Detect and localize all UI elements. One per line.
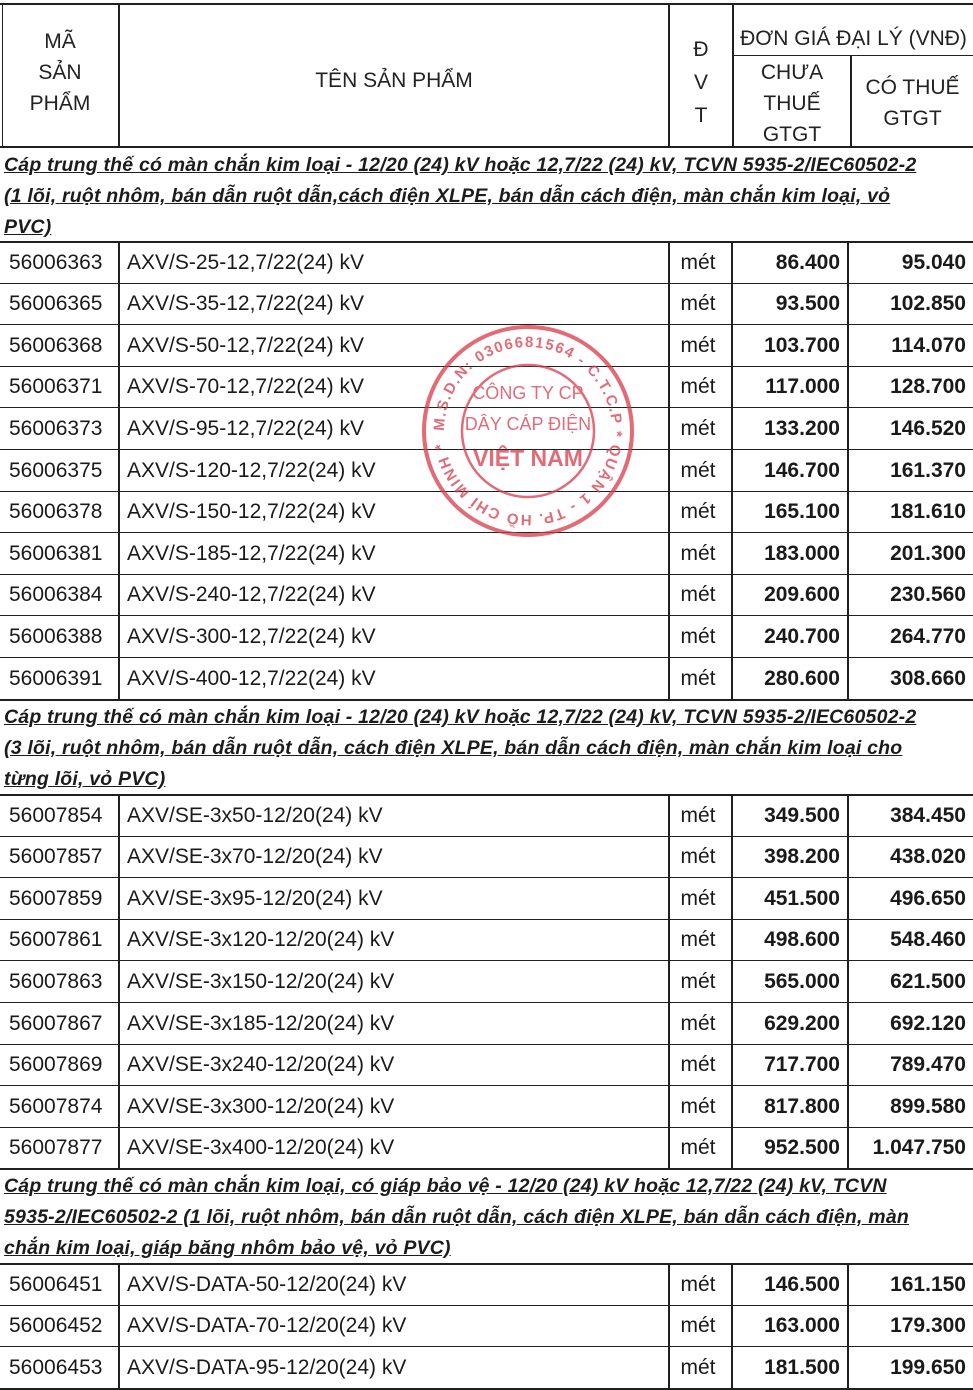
price-no-tax: 398.200 bbox=[764, 845, 840, 869]
product-name: AXV/S-300-12,7/22(24) kV bbox=[127, 624, 376, 648]
price-with-tax: 179.300 bbox=[890, 1314, 966, 1338]
unit: mét bbox=[680, 666, 716, 690]
product-name: AXV/S-150-12,7/22(24) kV bbox=[127, 500, 376, 524]
price-with-tax: 264.770 bbox=[890, 624, 966, 648]
header-price-split-rule bbox=[733, 55, 973, 56]
product-name: AXV/SE-3x95-12/20(24) kV bbox=[127, 886, 383, 910]
product-name: AXV/S-120-12,7/22(24) kV bbox=[127, 458, 376, 482]
stamp-company-line: CÔNG TY CP bbox=[472, 383, 584, 403]
price-with-tax: 692.120 bbox=[890, 1011, 966, 1035]
unit: mét bbox=[680, 416, 716, 440]
header-divider-unit bbox=[732, 4, 734, 147]
header-price-tax-line: CÓ THUẾ bbox=[865, 76, 960, 99]
price-no-tax: 240.700 bbox=[764, 624, 840, 648]
price-with-tax: 102.850 bbox=[890, 292, 966, 316]
unit: mét bbox=[680, 375, 716, 399]
header-product-name bbox=[120, 60, 668, 100]
product-code: 56006381 bbox=[9, 541, 103, 565]
price-no-tax: 629.200 bbox=[764, 1011, 840, 1035]
section-title-line: PVC) bbox=[4, 216, 52, 238]
product-code: 56006451 bbox=[9, 1272, 103, 1296]
price-no-tax: 163.000 bbox=[764, 1314, 840, 1338]
unit: mét bbox=[680, 292, 716, 316]
table-row bbox=[0, 575, 973, 616]
unit: mét bbox=[680, 1094, 716, 1118]
header-left-border bbox=[2, 4, 3, 147]
unit: mét bbox=[680, 1272, 716, 1296]
section-title-line: Cáp trung thế có màn chắn kim loại - 12/20 (24) kV hoặc 12,7/22 (24) kV, TCVN 5935-2/IEC60502-2 bbox=[4, 154, 917, 176]
table-row bbox=[0, 658, 973, 699]
price-no-tax: 86.400 bbox=[775, 250, 840, 274]
table-row bbox=[0, 1086, 973, 1127]
price-no-tax: 183.000 bbox=[764, 541, 840, 565]
product-code: 56006388 bbox=[9, 624, 103, 648]
price-no-tax: 103.700 bbox=[764, 333, 840, 357]
header-name-label: TÊN SẢN PHẨM bbox=[315, 68, 473, 92]
price-no-tax: 280.600 bbox=[764, 666, 840, 690]
product-name: AXV/SE-3x150-12/20(24) kV bbox=[127, 969, 395, 993]
section-title-line: Cáp trung thế có màn chắn kim loại, có giáp bảo vệ - 12/20 (24) kV hoặc 12,7/22 (24) kV, TCVN bbox=[4, 1175, 887, 1197]
header-price-no-tax-line: CHƯA bbox=[760, 60, 824, 84]
table-row bbox=[0, 533, 973, 574]
product-name: AXV/S-400-12,7/22(24) kV bbox=[127, 666, 376, 690]
unit: mét bbox=[680, 583, 716, 607]
product-name: AXV/S-DATA-70-12/20(24) kV bbox=[127, 1314, 407, 1338]
header-unit bbox=[670, 32, 732, 132]
unit: mét bbox=[680, 845, 716, 869]
unit: mét bbox=[680, 250, 716, 274]
header-price-tax bbox=[852, 56, 973, 150]
product-code: 56007869 bbox=[9, 1053, 103, 1077]
section-title-line: 5935-2/IEC60502-2 (1 lõi, ruột nhôm, bán dẫn ruột dẫn, cách điện XLPE, bán dẫn cách điện, màn bbox=[4, 1206, 909, 1228]
header-unit-line: V bbox=[693, 70, 708, 94]
product-code: 56006363 bbox=[9, 250, 103, 274]
header-price-group-label: ĐƠN GIÁ ĐẠI LÝ (VNĐ) bbox=[740, 26, 967, 50]
product-code: 56007877 bbox=[9, 1136, 103, 1160]
price-with-tax: 438.020 bbox=[890, 845, 966, 869]
product-code: 56006375 bbox=[9, 458, 103, 482]
product-code: 56007857 bbox=[9, 845, 103, 869]
product-code: 56006378 bbox=[9, 500, 103, 524]
price-no-tax: 117.000 bbox=[765, 375, 840, 399]
stamp-company-line: VIỆT NAM bbox=[473, 445, 583, 471]
header-code-line: PHẨM bbox=[29, 91, 91, 115]
product-code: 56006368 bbox=[9, 333, 103, 357]
unit: mét bbox=[680, 803, 716, 827]
price-no-tax: 817.800 bbox=[764, 1094, 840, 1118]
section-title bbox=[4, 150, 969, 243]
product-code: 56006391 bbox=[9, 666, 103, 690]
price-with-tax: 384.450 bbox=[890, 803, 966, 827]
table-row bbox=[0, 1045, 973, 1086]
header-divider-price bbox=[850, 56, 852, 147]
price-with-tax: 308.660 bbox=[890, 666, 966, 690]
unit: mét bbox=[680, 928, 716, 952]
section-title-line: từng lõi, vỏ PVC) bbox=[4, 768, 166, 790]
table-row bbox=[0, 878, 973, 919]
header-price-group bbox=[734, 20, 973, 56]
product-name: AXV/S-50-12,7/22(24) kV bbox=[127, 333, 364, 357]
product-name: AXV/SE-3x400-12/20(24) kV bbox=[127, 1136, 395, 1160]
table-row bbox=[0, 837, 973, 878]
table-row bbox=[0, 1264, 973, 1305]
product-name: AXV/S-95-12,7/22(24) kV bbox=[127, 416, 364, 440]
header-price-tax-line: GTGT bbox=[883, 107, 942, 130]
product-name: AXV/SE-3x50-12/20(24) kV bbox=[127, 803, 383, 827]
table-row bbox=[0, 1003, 973, 1044]
product-name: AXV/S-DATA-50-12/20(24) kV bbox=[127, 1272, 407, 1296]
unit: mét bbox=[680, 500, 716, 524]
price-no-tax: 146.700 bbox=[764, 458, 840, 482]
header-divider-code bbox=[118, 4, 120, 147]
price-with-tax: 161.150 bbox=[890, 1272, 966, 1296]
product-code: 56006373 bbox=[9, 416, 103, 440]
unit: mét bbox=[680, 969, 716, 993]
table-row bbox=[0, 616, 973, 657]
price-no-tax: 146.500 bbox=[764, 1272, 840, 1296]
unit: mét bbox=[680, 541, 716, 565]
unit: mét bbox=[680, 624, 716, 648]
unit: mét bbox=[680, 1355, 716, 1379]
table-row bbox=[0, 961, 973, 1002]
product-name: AXV/S-240-12,7/22(24) kV bbox=[127, 583, 376, 607]
price-with-tax: 548.460 bbox=[890, 928, 966, 952]
unit: mét bbox=[680, 1053, 716, 1077]
table-row bbox=[0, 795, 973, 836]
table-row bbox=[0, 920, 973, 961]
product-name: AXV/SE-3x240-12/20(24) kV bbox=[127, 1053, 395, 1077]
price-with-tax: 199.650 bbox=[890, 1355, 966, 1379]
product-name: AXV/SE-3x70-12/20(24) kV bbox=[127, 845, 383, 869]
product-code: 56007874 bbox=[9, 1094, 103, 1118]
header-bottom-rule bbox=[0, 146, 973, 148]
unit: mét bbox=[680, 886, 716, 910]
product-code: 56007863 bbox=[9, 969, 103, 993]
product-code: 56006452 bbox=[9, 1314, 103, 1338]
price-with-tax: 161.370 bbox=[890, 458, 966, 482]
section-title bbox=[4, 702, 969, 795]
section-title-line: Cáp trung thế có màn chắn kim loại - 12/20 (24) kV hoặc 12,7/22 (24) kV, TCVN 5935-2/IEC60502-2 bbox=[4, 706, 917, 728]
section-title-line: chắn kim loại, giáp băng nhôm bảo vệ, vỏ PVC) bbox=[4, 1237, 451, 1259]
price-with-tax: 95.040 bbox=[901, 250, 966, 274]
price-no-tax: 717.700 bbox=[764, 1053, 840, 1077]
price-with-tax: 201.300 bbox=[890, 541, 966, 565]
price-with-tax: 496.650 bbox=[890, 886, 966, 910]
table-row bbox=[0, 242, 973, 283]
price-no-tax: 133.200 bbox=[764, 416, 840, 440]
table-row bbox=[0, 1347, 973, 1388]
product-code: 56007854 bbox=[9, 803, 103, 827]
product-name: AXV/SE-3x300-12/20(24) kV bbox=[127, 1094, 395, 1118]
product-name: AXV/S-35-12,7/22(24) kV bbox=[127, 292, 364, 316]
product-name: AXV/S-185-12,7/22(24) kV bbox=[127, 541, 376, 565]
price-with-tax: 1.047.750 bbox=[872, 1136, 966, 1160]
price-no-tax: 93.500 bbox=[775, 292, 840, 316]
product-code: 56007861 bbox=[9, 928, 103, 952]
header-divider-name bbox=[668, 4, 670, 147]
header-code-line: SẢN bbox=[38, 60, 82, 84]
section-title-line: (1 lõi, ruột nhôm, bán dẫn ruột dẫn,cách điện XLPE, bán dẫn cách điện, màn chắn kim loại, vỏ bbox=[4, 185, 891, 207]
stamp-company-line: DÂY CÁP ĐIỆN bbox=[464, 414, 592, 434]
header-price-no-tax-line: THUẾ bbox=[763, 91, 821, 115]
product-name: AXV/S-25-12,7/22(24) kV bbox=[127, 250, 364, 274]
unit: mét bbox=[680, 333, 716, 357]
stamp-ring-text: M.S.D.N: 0306681564 - C.T.C.P * QUẬN 1 - TP. HỒ CHÍ MINH * bbox=[430, 333, 626, 529]
price-with-tax: 230.560 bbox=[890, 583, 966, 607]
product-code: 56006453 bbox=[9, 1355, 103, 1379]
product-code: 56006365 bbox=[9, 292, 103, 316]
unit: mét bbox=[680, 1314, 716, 1338]
price-no-tax: 451.500 bbox=[764, 886, 840, 910]
unit: mét bbox=[680, 1011, 716, 1035]
unit: mét bbox=[680, 1136, 716, 1160]
product-name: AXV/S-70-12,7/22(24) kV bbox=[127, 375, 364, 399]
header-price-no-tax-line: GTGT bbox=[762, 122, 822, 146]
section-title bbox=[4, 1171, 969, 1264]
price-with-tax: 621.500 bbox=[890, 969, 966, 993]
price-no-tax: 498.600 bbox=[764, 928, 840, 952]
product-name: AXV/S-DATA-95-12/20(24) kV bbox=[127, 1355, 407, 1379]
product-code: 56007859 bbox=[9, 886, 103, 910]
company-stamp bbox=[420, 323, 636, 539]
price-no-tax: 165.100 bbox=[764, 500, 840, 524]
section-title-line: (3 lõi, ruột nhôm, bán dẫn ruột dẫn, cách điện XLPE, bán dẫn cách điện, màn chắn kim loại cho bbox=[4, 737, 903, 759]
price-with-tax: 181.610 bbox=[890, 500, 966, 524]
price-no-tax: 349.500 bbox=[764, 803, 840, 827]
product-code: 56006371 bbox=[9, 375, 103, 399]
header-unit-line: Đ bbox=[693, 37, 709, 61]
header-code-line: MÃ bbox=[44, 29, 76, 53]
unit: mét bbox=[680, 458, 716, 482]
price-with-tax: 899.580 bbox=[890, 1094, 966, 1118]
price-no-tax: 565.000 bbox=[764, 969, 840, 993]
product-name: AXV/SE-3x120-12/20(24) kV bbox=[127, 928, 395, 952]
header-unit-line: T bbox=[694, 103, 708, 127]
header-top-rule bbox=[0, 3, 973, 5]
table-row bbox=[0, 1128, 973, 1169]
price-with-tax: 128.700 bbox=[890, 375, 966, 399]
product-code: 56007867 bbox=[9, 1011, 103, 1035]
price-no-tax: 209.600 bbox=[764, 583, 840, 607]
table-row bbox=[0, 1306, 973, 1347]
product-code: 56006384 bbox=[9, 583, 103, 607]
product-name: AXV/SE-3x185-12/20(24) kV bbox=[127, 1011, 395, 1035]
price-no-tax: 952.500 bbox=[764, 1136, 840, 1160]
table-row bbox=[0, 284, 973, 325]
price-with-tax: 146.520 bbox=[890, 416, 966, 440]
header-price-no-tax bbox=[734, 56, 850, 150]
price-with-tax: 114.070 bbox=[891, 333, 966, 357]
price-with-tax: 789.470 bbox=[890, 1053, 966, 1077]
header-code bbox=[2, 20, 118, 124]
price-no-tax: 181.500 bbox=[764, 1355, 840, 1379]
